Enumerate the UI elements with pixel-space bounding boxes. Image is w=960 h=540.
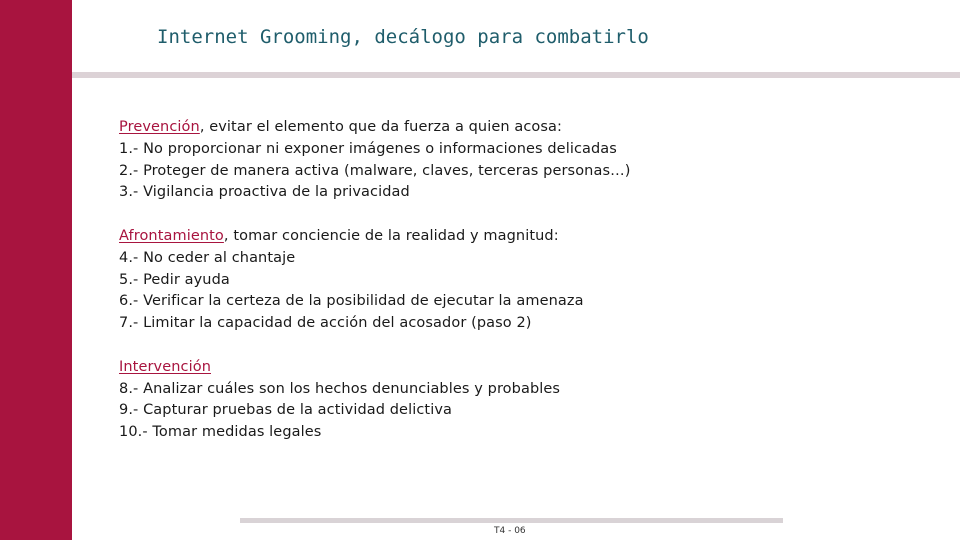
list-item: 3.- Vigilancia proactiva de la privacidad bbox=[119, 184, 410, 201]
section-heading-rest: , evitar el elemento que da fuerza a quien acosa: bbox=[199, 119, 563, 135]
side-accent-bar bbox=[0, 0, 72, 540]
list-item: 4.- No ceder al chantaje bbox=[119, 249, 296, 266]
list-item: 10.- Tomar medidas legales bbox=[119, 424, 322, 441]
section-prevencion bbox=[119, 117, 739, 204]
list-item: 7.- Limitar la capacidad de acción del acosador (paso 2) bbox=[119, 315, 532, 332]
footer-divider bbox=[240, 518, 783, 523]
page-number: T4 - 06 bbox=[494, 526, 526, 536]
section-heading: Intervención bbox=[119, 358, 211, 375]
section-heading-rest: , tomar conciencie de la realidad y magnitud: bbox=[223, 227, 559, 244]
section-heading: Afrontamiento bbox=[119, 227, 224, 244]
list-item: 2.- Proteger de manera activa (malware, claves, terceras personas…) bbox=[119, 162, 631, 179]
list-item: 1.- No proporcionar ni exponer imágenes o informaciones delicadas bbox=[119, 140, 617, 157]
list-item: 6.- Verificar la certeza de la posibilidad de ejecutar la amenaza bbox=[119, 293, 584, 310]
section-intervencion bbox=[119, 357, 739, 444]
list-item: 8.- Analizar cuáles son los hechos denunciables y probables bbox=[119, 380, 561, 397]
section-heading-line bbox=[119, 357, 739, 379]
section-heading-line bbox=[119, 226, 739, 248]
section-heading: Prevención bbox=[119, 119, 200, 135]
section-heading-line bbox=[119, 117, 739, 139]
list-item: 5.- Pedir ayuda bbox=[119, 271, 230, 288]
section-afrontamiento bbox=[119, 226, 739, 335]
list-item: 9.- Capturar pruebas de la actividad delictiva bbox=[119, 402, 452, 419]
slide-content bbox=[119, 117, 739, 466]
slide-title: Internet Grooming, decálogo para combatirlo bbox=[157, 26, 649, 48]
title-divider bbox=[72, 72, 960, 78]
